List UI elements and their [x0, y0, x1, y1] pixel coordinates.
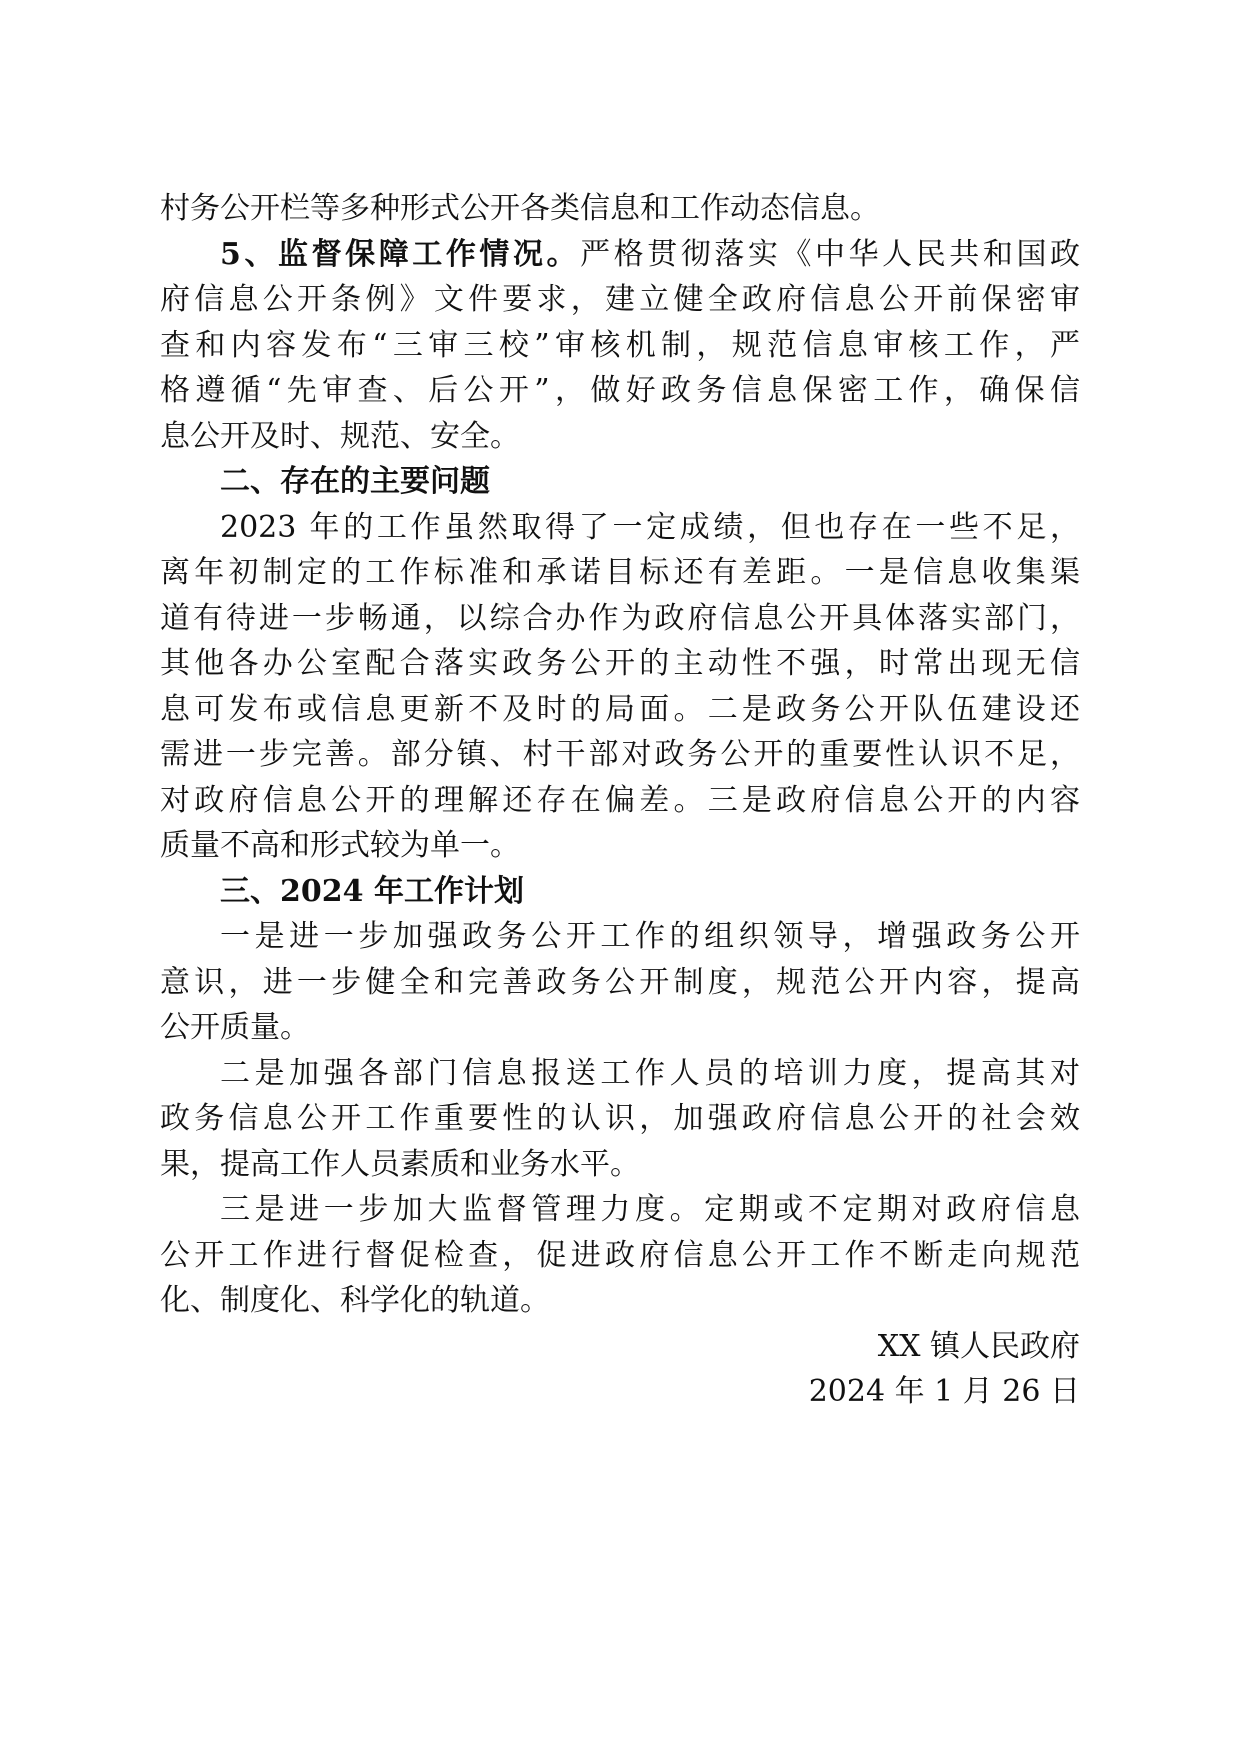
text-line — [160, 1233, 1080, 1279]
text-line — [160, 1051, 1080, 1097]
document-body — [160, 186, 1080, 1415]
line-text: 村务公开栏等多种形式公开各类信息和工作动态信息。 — [160, 191, 880, 226]
text-line — [160, 186, 1080, 232]
text-line — [160, 823, 1080, 869]
line-text: 三是进一步加大监督管理力度。定期或不定期对政府信息 — [220, 1192, 1080, 1227]
line-text: 公开工作进行督促检查，促进政府信息公开工作不断走向规范 — [160, 1237, 1080, 1273]
line-text: 三、2024 年工作计划 — [220, 873, 524, 909]
text-line — [160, 596, 1080, 642]
line-text: 二是加强各部门信息报送工作人员的培训力度，提高其对 — [220, 1055, 1080, 1091]
text-line — [160, 641, 1080, 687]
text-line — [160, 960, 1080, 1006]
text-lines — [160, 186, 1080, 1324]
text-line — [160, 277, 1080, 323]
line-text: 府信息公开条例》文件要求，建立健全政府信息公开前保密审 — [160, 282, 1080, 317]
section-heading — [160, 869, 1080, 915]
text-line — [160, 414, 1080, 460]
line-text: 质量不高和形式较为单一。 — [160, 828, 520, 863]
line-text: 息可发布或信息更新不及时的局面。二是政务公开队伍建设还 — [160, 691, 1080, 727]
line-text: 道有待进一步畅通，以综合办作为政府信息公开具体落实部门， — [160, 600, 1080, 636]
line-text: 对政府信息公开的理解还存在偏差。三是政府信息公开的内容 — [160, 782, 1080, 818]
line-text: 息公开及时、规范、安全。 — [160, 418, 520, 454]
line-text: 二、存在的主要问题 — [220, 464, 490, 499]
text-line — [160, 232, 1080, 278]
text-line — [160, 323, 1080, 369]
text-line — [160, 1187, 1080, 1233]
line-text: 格遵循“先审查、后公开”，做好政务信息保密工作，确保信 — [160, 373, 1080, 408]
text-line — [160, 778, 1080, 824]
inline-bold-heading: 5、监督保障工作情况。 — [220, 236, 581, 272]
text-line — [160, 505, 1080, 551]
text-line — [160, 1096, 1080, 1142]
text-line — [160, 1142, 1080, 1188]
text-line — [160, 914, 1080, 960]
text-line — [160, 550, 1080, 596]
line-text: 严格贯彻落实《中华人民共和国政 — [580, 236, 1081, 272]
text-line — [160, 368, 1080, 414]
line-text: 公开质量。 — [160, 1010, 310, 1045]
line-text: 果，提高工作人员素质和业务水平。 — [160, 1146, 640, 1182]
signature-date: 2024 年 1 月 26 日 — [808, 1374, 1080, 1409]
line-text: 化、制度化、科学化的轨道。 — [160, 1283, 550, 1318]
signature-org: XX 镇人民政府 — [877, 1328, 1080, 1364]
line-text: 一是进一步加强政务公开工作的组织领导，增强政务公开 — [220, 919, 1080, 954]
line-text: 政务信息公开工作重要性的认识，加强政府信息公开的社会效 — [160, 1101, 1080, 1136]
line-text: 需进一步完善。部分镇、村干部对政务公开的重要性认识不足， — [160, 737, 1080, 772]
line-text: 2023 年的工作虽然取得了一定成绩，但也存在一些不足， — [220, 509, 1080, 545]
text-line — [160, 1005, 1080, 1051]
text-line — [160, 687, 1080, 733]
line-text: 离年初制定的工作标准和承诺目标还有差距。一是信息收集渠 — [160, 555, 1080, 590]
section-heading — [160, 459, 1080, 505]
line-text: 查和内容发布“三审三校”审核机制，规范信息审核工作，严 — [160, 327, 1080, 363]
text-line — [160, 732, 1080, 778]
text-line — [160, 1278, 1080, 1324]
line-text: 意识，进一步健全和完善政务公开制度，规范公开内容，提高 — [160, 964, 1080, 1000]
line-text: 其他各办公室配合落实政务公开的主动性不强，时常出现无信 — [160, 646, 1080, 681]
